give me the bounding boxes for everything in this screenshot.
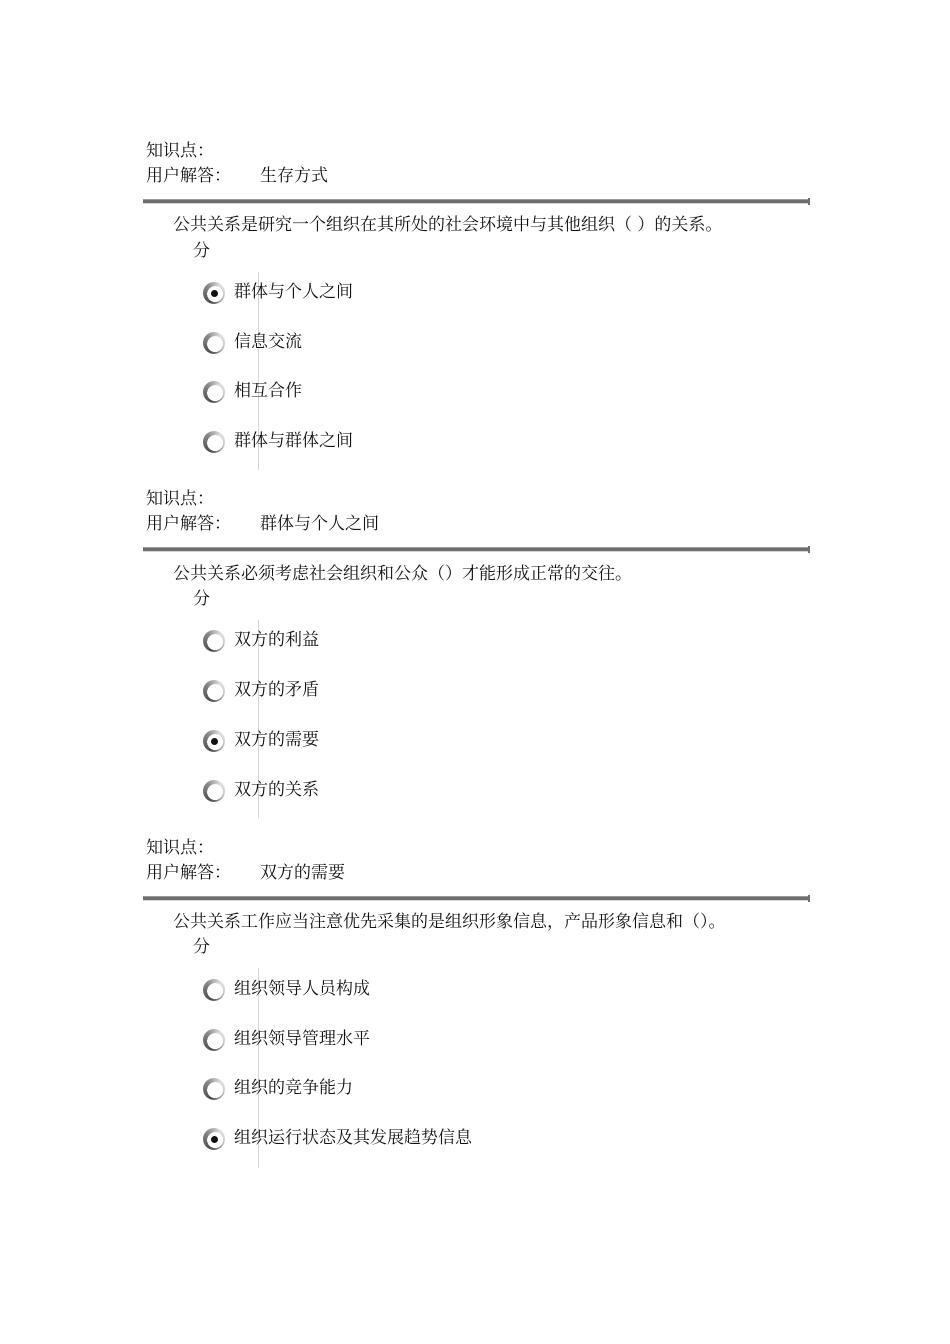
question-2-text: 公共关系必须考虑社会组织和公众（）才能形成正常的交往。 (173, 564, 632, 584)
option-label: 组织运行状态及其发展趋势信息 (234, 1128, 472, 1148)
user-answer-label: 用户解答： (146, 863, 231, 883)
radio-button[interactable] (203, 1029, 225, 1051)
user-answer-value: 群体与个人之间 (260, 514, 379, 534)
question-1-text: 公共关系是研究一个组织在其所处的社会环境中与其他组织（ ）的关系。 (173, 215, 723, 235)
option-label: 双方的矛盾 (234, 680, 319, 700)
radio-button[interactable] (203, 630, 225, 652)
user-answer-label: 用户解答： (146, 166, 231, 186)
option-label: 相互合作 (234, 381, 302, 401)
radio-button[interactable] (203, 1128, 225, 1150)
knowledge-point-label: 知识点： (146, 838, 214, 858)
radio-button[interactable] (203, 680, 225, 702)
option-label: 双方的关系 (234, 780, 319, 800)
option-label: 双方的需要 (234, 730, 319, 750)
option-label: 信息交流 (234, 332, 302, 352)
separator (143, 896, 809, 901)
question-2-score: 分 (193, 589, 210, 609)
radio-button[interactable] (203, 730, 225, 752)
radio-button[interactable] (203, 780, 225, 802)
question-3-text: 公共关系工作应当注意优先采集的是组织形象信息，产品形象信息和（）。 (173, 912, 726, 932)
radio-button[interactable] (203, 282, 225, 304)
option-label: 组织领导管理水平 (234, 1029, 370, 1049)
knowledge-point-label: 知识点： (146, 489, 214, 509)
radio-button[interactable] (203, 332, 225, 354)
user-answer-value: 双方的需要 (260, 863, 345, 883)
radio-button[interactable] (203, 979, 225, 1001)
user-answer-value: 生存方式 (260, 166, 328, 186)
question-1-score: 分 (193, 241, 210, 261)
separator (143, 199, 809, 204)
question-3-score: 分 (193, 937, 210, 957)
separator (143, 547, 809, 552)
radio-button[interactable] (203, 1078, 225, 1100)
knowledge-point-label: 知识点： (146, 141, 214, 161)
user-answer-label: 用户解答： (146, 514, 231, 534)
option-label: 群体与个人之间 (234, 282, 353, 302)
option-label: 组织的竞争能力 (234, 1078, 353, 1098)
option-label: 组织领导人员构成 (234, 979, 370, 999)
radio-button[interactable] (203, 381, 225, 403)
option-label: 双方的利益 (234, 630, 319, 650)
radio-button[interactable] (203, 431, 225, 453)
option-label: 群体与群体之间 (234, 431, 353, 451)
